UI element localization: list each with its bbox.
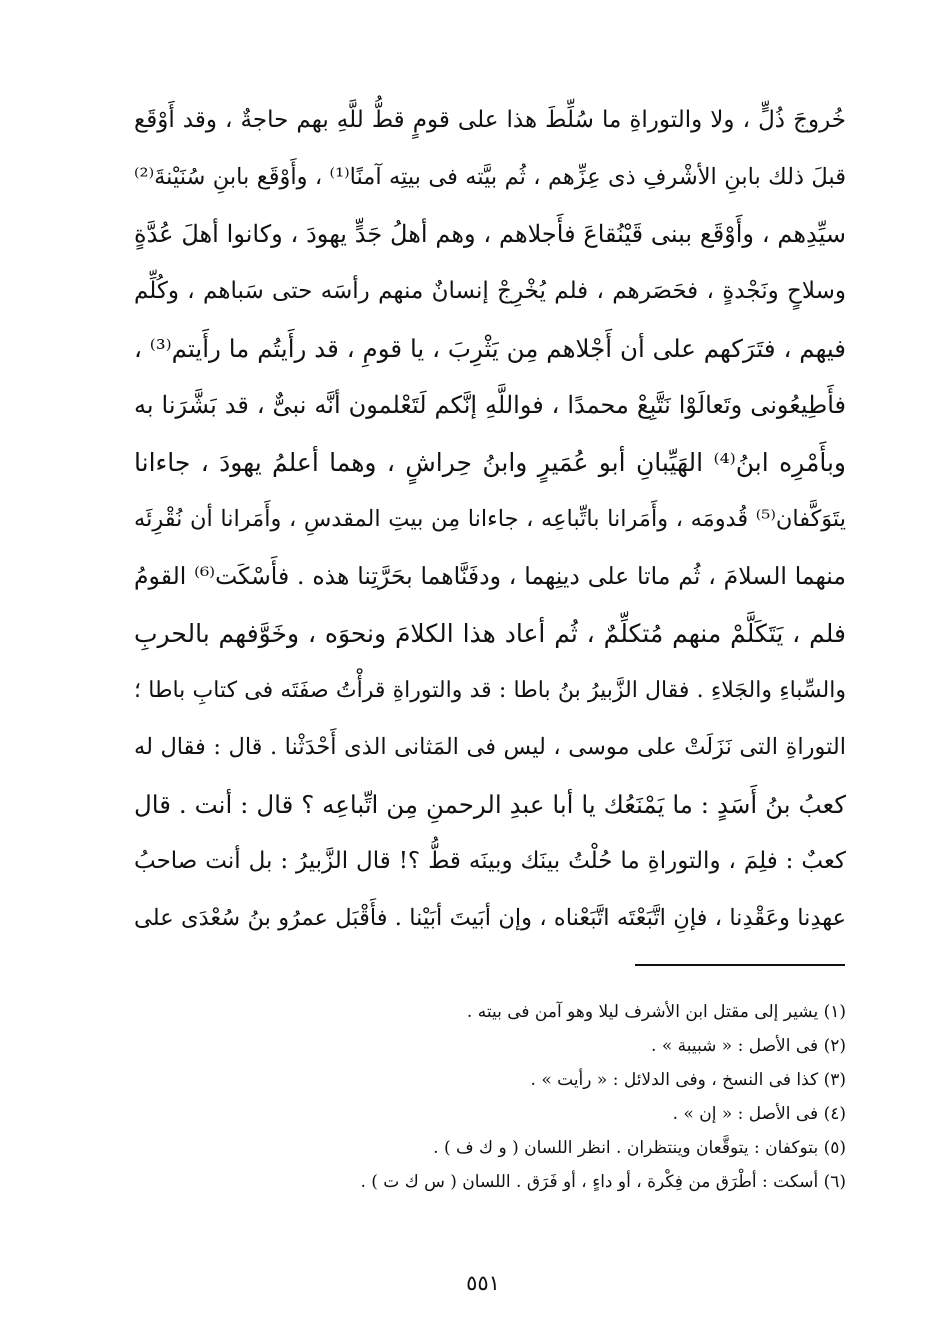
footnote-4: (٤) فى الأصل : « إن » . (672, 1104, 846, 1124)
text-line: وسلاحٍ ونَجْدةٍ ، فحَصَرهم ، فلم يُخْرِجْ إنسانٌ منهم رأسَه حتى سَباهم ، وكُلِّم (134, 278, 846, 304)
text-line: كعبُ بنُ أَسَدٍ : ما يَمْنَعُك يا أبا عبدِ الرحمنِ مِن اتِّباعِه ؟ قال : أنت . قال (134, 790, 846, 819)
footnote-separator (635, 964, 845, 966)
text-line: التوراةِ التى نَزَلَتْ على موسى ، ليس فى المَثانى الذى أَحْدَثْنا . قال : فقال له (134, 734, 846, 760)
main-text-block (134, 92, 846, 947)
text-line: فلم ، يَتَكَلَّمْ منهم مُتكلِّمٌ ، ثُم أعاد هذا الكلامَ ونحوَه ، وخَوَّفهم بالحربِ (134, 619, 846, 648)
footnote-1: (١) يشير إلى مقتل ابن الأشرف ليلا وهو آمن فى بيته . (466, 1002, 846, 1022)
footnotes-block (246, 995, 846, 1199)
text-line: والسِّباءِ والجَلاءِ . فقال الزَّبيرُ بنُ باطا : قد والتوراةِ قرأْتُ صفَتَه فى كتابِ باطا ؛ (134, 678, 846, 703)
text-line: قبلَ ذلك بابنِ الأشْرفِ ذى عِزِّهم ، ثُم بيَّته فى بيتِه آمنًا⁽¹⁾ ، وأَوْقَع بابنِ سُنَيْنةَ⁽²⁾ (134, 164, 846, 190)
footnote-3: (٣) كذا فى النسخ ، وفى الدلائل : « رأيت » . (530, 1070, 846, 1090)
footnote-2: (٢) فى الأصل : « شبيبة » . (651, 1036, 846, 1056)
footnote-5: (٥) بتوكفان : يتوقَّعان وينتظران . انظر اللسان ( و ك ف ) . (433, 1138, 846, 1158)
page-number: ٥٥١ (466, 1271, 500, 1295)
text-line: يتَوَكَّفان⁽⁵⁾ قُدومَه ، وأَمَرانا باتِّباعِه ، جاءانا مِن بيتِ المقدسِ ، وأَمَرانا أن نُقْرِئَه (134, 506, 846, 532)
text-line: عهدِنا وعَقْدِنا ، فإنِ اتَّبَعْتَه اتَّبَعْناه ، وإن أبَيتَ أبَيْنا . فأَقْبَل عمرُو بنُ سُعْدَى على (134, 905, 846, 931)
text-line: وبأَمْرِه ابنُ⁽⁴⁾ الهَيِّبانِ أبو عُمَيرٍ وابنُ حِراشٍ ، وهما أعلمُ يهودَ ، جاءانا (134, 448, 846, 477)
text-line: منهما السلامَ ، ثُم ماتا على دينِهما ، ودفَنَّاهما بحَرَّتِنا هذه . فأَسْكَت⁽⁶⁾ القومُ (134, 562, 846, 590)
footnote-6: (٦) أسكت : أطْرَق من فِكْرة ، أو داءٍ ، أو فَرَق . اللسان ( س ك ت ) . (360, 1172, 846, 1192)
text-line: خُروجَ ذُلٍّ ، ولا والتوراةِ ما سُلِّطَ هذا على قومٍ قطُّ للَّهِ بهم حاجةٌ ، وقد أَوْقَع (134, 107, 846, 133)
text-line: فأَطِيعُونى وتَعالَوْا نَتَّبِعْ محمدًا ، فواللَّهِ إنَّكم لَتَعْلمون أنَّه نبىٌّ ، قد بَشَّرَنا به (134, 391, 846, 419)
text-line: كعبٌ : فلِمَ ، والتوراةِ ما حُلْتُ بينَك وبينَه قطُّ ؟! قال الزَّبيرُ : بل أنت صاحبُ (134, 848, 846, 874)
text-line: فيهم ، فتَرَكهم على أن أَجْلاهم مِن يَثْرِبَ ، يا قومِ ، قد رأَيتُم ما رأَيتم⁽³⁾ ، (134, 334, 846, 363)
text-line: سيِّدِهم ، وأَوْقَع ببنى قَيْنُقاعَ فأَجلاهم ، وهم أهلُ جَدٍّ يهودَ ، وكانوا أهلَ عُدَّةٍ (134, 220, 846, 248)
